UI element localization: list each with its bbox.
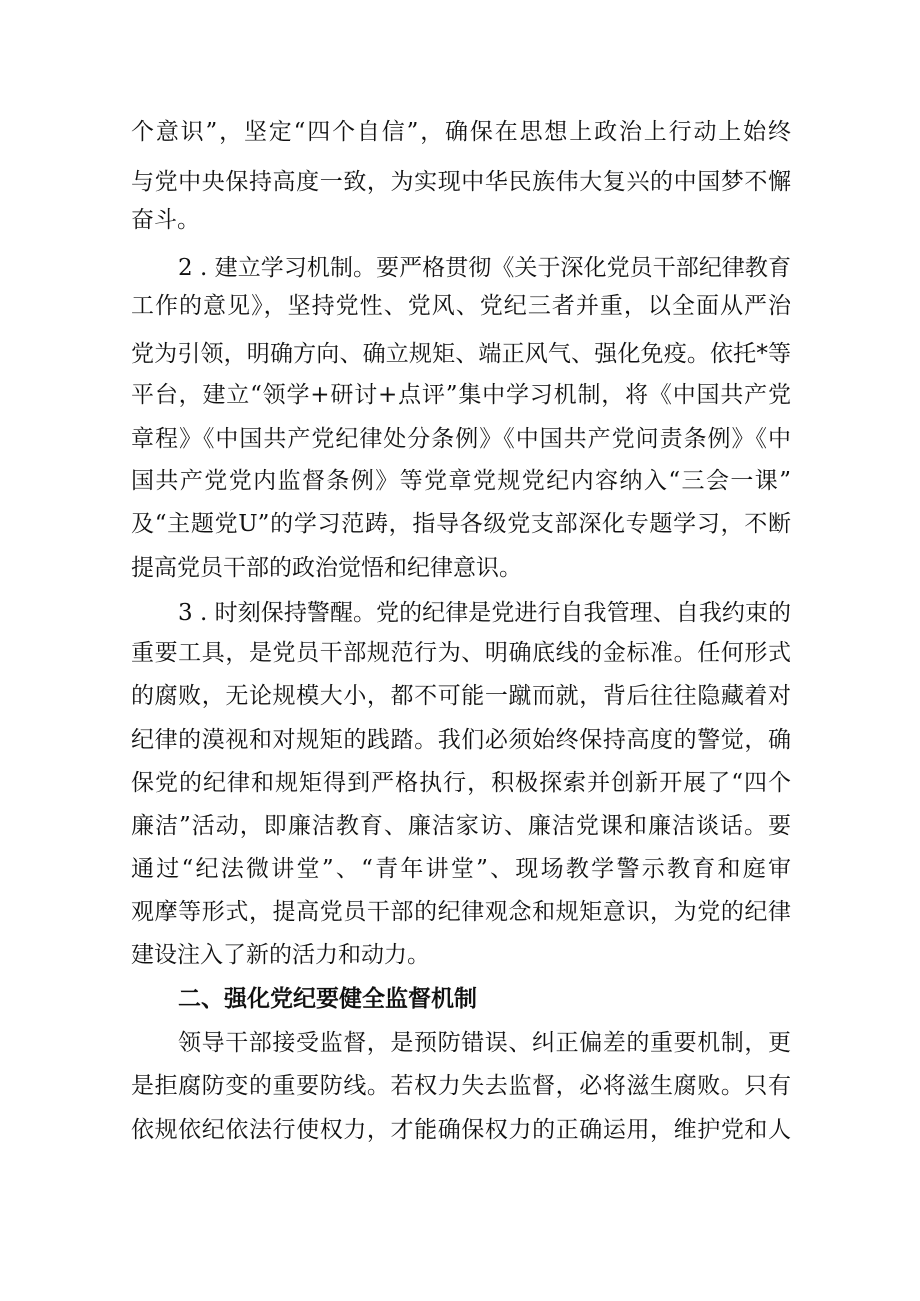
section-heading: 二、强化党纪要健全监督机制 <box>178 986 477 1012</box>
paragraph-line: 通过“纪法微讲堂”、“青年讲堂”、现场教学警示教育和庭审 <box>131 856 791 882</box>
paragraph-line: 提高党员干部的政治觉悟和纪律意识。 <box>131 555 522 581</box>
paragraph-line: 工作的意见》，坚持党性、党风、党纪三者并重，以全面从严治 <box>131 293 791 319</box>
paragraph-line: 是拒腐防变的重要防线。若权力失去监督，必将滋生腐败。只有 <box>131 1073 791 1099</box>
paragraph-line: 的腐败，无论规模大小，都不可能一蹴而就，背后往往隐藏着对 <box>131 683 791 709</box>
paragraph-line: 平台，建立“领学+研讨+点评”集中学习机制，将《中国共产党 <box>131 382 791 408</box>
paragraph-line: 国共产党党内监督条例》等党章党规党纪内容纳入“三会一课” <box>131 468 791 494</box>
paragraph-line: 保党的纪律和规矩得到严格执行，积极探索并创新开展了“四个 <box>131 770 791 796</box>
paragraph-line: 重要工具，是党员干部规范行为、明确底线的金标准。任何形式 <box>131 640 791 666</box>
paragraph-line: 依规依纪依法行使权力，才能确保权力的正确运用，维护党和人 <box>131 1117 791 1143</box>
paragraph-line: 廉洁”活动，即廉洁教育、廉洁家访、廉洁党课和廉洁谈话。要 <box>131 813 791 839</box>
paragraph-line: 章程》《中国共产党纪律处分条例》《中国共产党问责条例》《中 <box>131 426 791 452</box>
paragraph-line: 3 . 时刻保持警醒。党的纪律是党进行自我管理、自我约束的 <box>178 600 791 626</box>
paragraph-line: 2 . 建立学习机制。要严格贯彻《关于深化党员干部纪律教育 <box>178 255 791 281</box>
paragraph-line: 观摩等形式，提高党员干部的纪律观念和规矩意识，为党的纪律 <box>131 899 791 925</box>
paragraph-line: 领导干部接受监督，是预防错误、纠正偏差的重要机制，更 <box>178 1030 791 1056</box>
paragraph-line: 纪律的漠视和对规矩的践踏。我们必须始终保持高度的警觉，确 <box>131 727 791 753</box>
paragraph-line: 个意识”，坚定“四个自信”，确保在思想上政治上行动上始终 <box>131 119 791 145</box>
paragraph-line: 与党中央保持高度一致，为实现中华民族伟大复兴的中国梦不懈 <box>131 169 791 195</box>
paragraph-line: 奋斗。 <box>131 207 200 233</box>
paragraph-line: 建设注入了新的活力和动力。 <box>131 942 430 968</box>
paragraph-line: 及“主题党U”的学习范踌，指导各级党支部深化专题学习，不断 <box>131 511 791 537</box>
paragraph-line: 党为引领，明确方向、确立规矩、端正风气、强化免疫。依托*等 <box>131 341 791 367</box>
